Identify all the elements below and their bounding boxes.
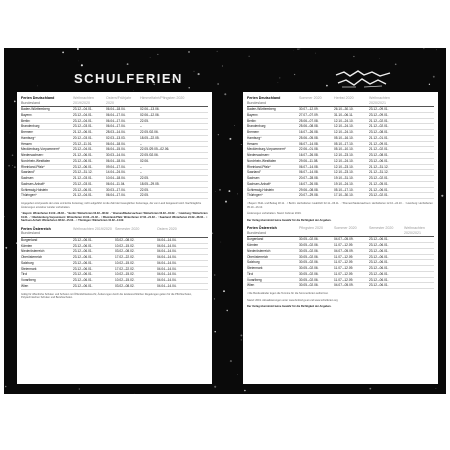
date-range: 12.10.–24.10. (334, 118, 354, 123)
date-range: 22.05./02.06. (140, 130, 159, 135)
date-range: 23.12.–31.12. (73, 170, 93, 175)
date-range: 21.12.–04.01. (73, 193, 93, 198)
date-range: 22.05. (140, 176, 149, 181)
date-range: 30.05.–02.06. (299, 277, 319, 282)
handwritten-logo (334, 68, 394, 90)
footnote: Der Verlag übernimmt keine Gewähr für die Richtigkeit der Angaben. (247, 218, 332, 222)
date-range: 11.07.–12.09. (334, 277, 354, 282)
state-name: Schleswig-Holstein (21, 187, 48, 192)
date-range: 23.12.–06.01. (369, 248, 389, 253)
date-range: 04.04.–14.04. (157, 237, 177, 242)
date-range: 10.02.–15.02. (115, 278, 135, 283)
date-range: 30.05.–02.06. (299, 260, 319, 265)
date-range: 04.04.–14.04. (157, 249, 177, 254)
date-range: 11.07.–12.09. (334, 271, 354, 276)
date-range: 12.10.–24.10. (334, 158, 354, 163)
date-range: 20.07.–28.08. (299, 176, 319, 181)
date-range: 16.07.–26.08. (299, 130, 319, 135)
date-range: 03.02.–08.02. (115, 249, 135, 254)
table-austria-summer-autumn (247, 226, 434, 289)
date-range: 10.02.–15.02. (115, 272, 135, 277)
date-range: 04.04.–14.04. (157, 278, 177, 283)
state-name: Rheinland-Pfalz⁶ (21, 164, 45, 169)
footnote: ¹ Die Bundesländer legen die Termine für die Sommerferien selbst fest. (247, 292, 329, 296)
date-range: 11.07.–12.09. (334, 260, 354, 265)
state-name: Burgenland (21, 237, 38, 242)
date-range: 16.07.–26.08. (299, 153, 319, 158)
state-name: Oberösterreich (247, 254, 269, 259)
date-range: 21.12.–31.12. (369, 170, 389, 175)
date-range: 23.12.–06.01. (73, 158, 93, 163)
column-header: Semester 2020 (115, 226, 140, 231)
column-header: Himmelfahrt/Pfingsten 2020 (140, 96, 185, 100)
state-name: Mecklenburg-Vorpommern⁵ (21, 147, 60, 152)
state-name: Bremen³ (247, 130, 260, 135)
state-name: Sachsen (21, 176, 34, 181)
state-name: Tirol (21, 272, 28, 277)
date-range: 06.07.–14.08. (299, 170, 319, 175)
footnote: ¹ Bayern: Buß- und Bettag 18.11. · ² Berlin: Herbstferien zusätzlich 02.11.–06.11. · ³ Bremen/Niedersachsen: Herbstferien 12.10.–24.10. · ⁴ Hamburg: Herbstferien 05.10.–16.10. (247, 202, 433, 209)
date-range: 23.12.–06.01. (73, 187, 93, 192)
date-range: 04.04.–14.04. (157, 272, 177, 277)
column-header-state: Bundesland (21, 231, 40, 236)
state-name: Niederösterreich (21, 249, 45, 254)
date-range: 12.10.–24.10. (334, 124, 354, 129)
date-range: 30.05.–02.06. (299, 254, 319, 259)
column-header-state: Bundesland (247, 230, 266, 235)
date-range: 12.10.–23.10. (334, 170, 354, 175)
date-range: 06.04.–18.04. (106, 107, 126, 112)
column-header: Weihnachten 2019/2020 (73, 226, 112, 231)
date-range: 23.12.–06.01. (369, 266, 389, 271)
date-range: – (140, 141, 142, 146)
table-germany-summer-autumn (247, 96, 434, 199)
table-header (21, 227, 208, 238)
state-name: Tirol (247, 271, 254, 276)
date-range: 23.12.–06.01. (369, 277, 389, 282)
date-range: 23.12.–06.01. (73, 260, 93, 265)
date-range: 22.05. (140, 118, 149, 123)
header-region (21, 96, 73, 105)
date-range: 23.12.–06.01. (369, 254, 389, 259)
date-range: 23.12.–03.01. (73, 181, 93, 186)
table-austria-winter-spring (21, 227, 208, 290)
date-range: 21.12.–02.01. (369, 147, 389, 152)
date-range: 04.04.–14.04. (157, 283, 177, 288)
date-range: 22.05./29.05.–02.06. (140, 147, 170, 152)
date-range: 06.07.–14.08. (299, 141, 319, 146)
state-name: Nordrhein-Westfalen (21, 158, 51, 163)
state-name: Berlin² (247, 118, 257, 123)
date-range: 06.04.–18.04. (106, 158, 126, 163)
date-range: 23.12.–06.01. (73, 266, 93, 271)
date-range: 23.12.–06.01. (369, 237, 389, 242)
date-range: 04.04.–14.04. (157, 255, 177, 260)
table-germany-winter-spring (21, 96, 208, 199)
date-range: 21.12.–05.01. (369, 181, 389, 186)
date-range: 23.12.–06.01. (369, 260, 389, 265)
state-name: Niedersachsen³ (21, 153, 44, 158)
date-range: 04.04.–14.04. (157, 266, 177, 271)
date-range: 05.10.–17.10. (334, 141, 354, 146)
date-range: 26.10.–30.10. (334, 107, 354, 112)
date-range: 04.04.–14.04. (157, 243, 177, 248)
date-range: 23.12.–08.01. (369, 153, 389, 158)
column-header: Weihnachten 2019/2020 (73, 96, 94, 105)
date-range: 30.05.–02.06. (299, 248, 319, 253)
date-range: 11.07.–12.09. (334, 243, 354, 248)
date-range: 06.04.–11.04. (106, 181, 126, 186)
date-range: 23.12.–06.01. (73, 283, 93, 288)
footnote: Stand: 2019. Aktualisierungen unter www.bmbwf.gv.at und www.schulferien.org (247, 298, 338, 302)
date-range: 23.12.–06.01. (73, 272, 93, 277)
state-name: Berlin² (21, 118, 31, 123)
date-range: 23.12.–06.01. (369, 283, 389, 288)
column-header: Sommer 2020 (334, 226, 357, 231)
date-range: 29.06.–11.08. (299, 158, 319, 163)
state-name: Oberösterreich (21, 255, 43, 260)
date-range: 25.06.–07.08. (299, 118, 319, 123)
date-range: 23.12.–02.01. (369, 176, 389, 181)
date-range: 30.05.–02.06. (299, 271, 319, 276)
date-range: 17.02.–22.02. (115, 255, 135, 260)
state-name: Bayern¹ (21, 112, 33, 117)
column-header: Weihnachten 2020/2021 (404, 226, 425, 235)
date-range: 11.07.–12.09. (334, 266, 354, 271)
date-range: 23.12.–06.01. (73, 278, 93, 283)
date-range: 21.12.–06.01. (73, 130, 93, 135)
header-region (247, 226, 299, 235)
date-range: 09.04.–17.04. (106, 164, 126, 169)
state-name: Kärnten (21, 243, 33, 248)
date-range: 06.04.–17.04. (106, 112, 126, 117)
date-range: – (140, 124, 142, 129)
state-name: Vorarlberg (21, 278, 36, 283)
date-range: 29.06.–08.08. (299, 187, 319, 192)
state-name: Steiermark (21, 266, 37, 271)
footnote: ¹ Bayern: Winterferien 24.02.–28.02. · ² Berlin: Winterferien 03.02.–08.02. · ³ Bremen/Niedersachsen: Winterferien 03.02.–04.02. · ⁴ Hamburg: Winterferien 31.01. · ⁵ Mecklenburg-Vorpommern: Winterferien 10.02.–21.02. · ⁶ Rheinland-Pfalz: Winterferien 17.02.–21.02. · ⁷ Saarland: Winterferien 24.02.–28.02. · ⁸ Sachsen-Anhalt: Winterferien 08.02.–15.02. · ⁹ Thüringen: Winterferien 10.02.–14.02. (21, 212, 208, 223)
austria-footnote: Gültig für öffentliche Schulen und Schulen mit Öffentlichkeitsrecht; Änderungen durch die landesrechtlichen Regelungen gelten für die Pflichtschulen, Polytechnischen Schulen und Berufsschulen. (21, 292, 192, 300)
date-range: 23.12.–06.01. (369, 271, 389, 276)
date-range: 18.05.–29.05. (140, 181, 160, 186)
date-range: 23.12.–04.01. (73, 107, 93, 112)
footnote: Angegeben sind jeweils der erste und letzte Ferientag; nicht aufgeführt ist die Zahl der beweglichen Ferientage, die vom Land festgesetzt wird. Nachträgliche Änderungen einzelner Länder vorbehalten. (21, 202, 202, 209)
date-range: 05.10.–17.10. (334, 187, 354, 192)
state-name: Sachsen (247, 176, 260, 181)
date-range: 03.02.–08.02. (115, 283, 135, 288)
region-label: Ferien Deutschland (21, 96, 55, 100)
date-range: 23.12.–06.01. (73, 243, 93, 248)
table-row (21, 193, 208, 199)
state-name: Salzburg (247, 260, 260, 265)
date-range: 06.04.–17.04. (106, 118, 126, 123)
date-range: 22.05. (140, 187, 149, 192)
header-region (21, 227, 73, 236)
date-range: 21.12.–02.01. (369, 118, 389, 123)
state-name: Bremen³ (21, 130, 34, 135)
date-range: 23.12.–09.01. (369, 107, 389, 112)
date-range: 06.04.–17.04. (106, 124, 126, 129)
date-range: 06.04.–15.04. (106, 147, 126, 152)
table-header (21, 96, 208, 107)
date-range: 04.07.–05.09. (334, 237, 354, 242)
date-range: 05.10.–10.10. (334, 147, 354, 152)
date-range: 10.02.–15.02. (115, 260, 135, 265)
date-range: 28.03.–14.04. (106, 130, 126, 135)
footnote: Der Verlag übernimmt keine Gewähr für die Richtigkeit der Angaben. (247, 305, 332, 309)
date-range: 25.06.–05.08. (299, 135, 319, 140)
region-label: Ferien Österreich (247, 226, 277, 231)
date-range: 20.07.–29.08. (299, 193, 319, 198)
date-range: 31.10.–06.11. (334, 112, 354, 117)
left-page (17, 92, 212, 384)
date-range: 10.02.–15.02. (115, 243, 135, 248)
date-range: 30.05.–02.06. (299, 237, 319, 242)
region-label: Ferien Deutschland (247, 96, 281, 100)
date-range: 16.07.–26.08. (299, 181, 319, 186)
date-range: 02.03.–13.03. (106, 135, 126, 140)
column-header-state: Bundesland (21, 100, 40, 105)
state-name: Nordrhein-Westfalen (247, 158, 277, 163)
date-range: 12.10.–23.10. (334, 153, 354, 158)
state-name: Sachsen-Anhalt⁸ (247, 181, 271, 186)
state-name: Hessen (21, 141, 32, 146)
date-range: 23.12.–03.01. (73, 124, 93, 129)
state-name: Kärnten (247, 243, 259, 248)
column-header-state: Bundesland (247, 100, 266, 105)
table-header (247, 226, 434, 237)
date-range: 23.12.–11.01. (73, 141, 93, 146)
date-range: 23.12.–06.01. (73, 237, 93, 242)
date-range: 06.07.–14.08. (299, 164, 319, 169)
date-range: 20.12.–03.01. (73, 135, 93, 140)
date-range: 21.12.–06.01. (369, 187, 389, 192)
date-range: 04.07.–05.09. (334, 248, 354, 253)
state-name: Schleswig-Holstein (247, 187, 274, 192)
state-name: Wien (21, 283, 29, 288)
state-name: Vorarlberg (247, 277, 262, 282)
state-name: Burgenland (247, 237, 264, 242)
date-range: 21.12.–06.01. (73, 153, 93, 158)
date-range: 10.04.–18.04. (106, 176, 126, 181)
date-range: 25.06.–08.08. (299, 124, 319, 129)
date-range: 23.12.–04.01. (73, 147, 93, 152)
date-range: 21.12.–09.01. (369, 141, 389, 146)
date-range: 23.12.–02.01. (369, 193, 389, 198)
column-header: Weihnachten 2020/2021 (369, 96, 390, 105)
state-name: Sachsen-Anhalt⁸ (21, 181, 45, 186)
table-header (247, 96, 434, 107)
column-header: Ostern/Frühjahr 2020 (106, 96, 132, 105)
date-range: 11.07.–12.09. (334, 254, 354, 259)
date-range: 02.06. (140, 158, 149, 163)
date-range: 21.12.–01.01. (369, 135, 389, 140)
date-range: 18.05.–22.05. (140, 135, 160, 140)
table-row (247, 193, 434, 199)
date-range: 22.05. (140, 193, 149, 198)
column-header: Semester 2020 (369, 226, 394, 231)
date-range: 30.05.–02.06. (299, 266, 319, 271)
column-header: Herbst 2020 (334, 96, 354, 100)
state-name: Thüringen⁹ (21, 193, 37, 198)
date-range: 23.12.–08.01. (369, 130, 389, 135)
state-name: Mecklenburg-Vorpommern⁵ (247, 147, 286, 152)
date-range: 21.12.–02.01. (369, 124, 389, 129)
state-name: Baden-Württemberg (21, 107, 50, 112)
date-range: 22.05./02.06. (140, 153, 159, 158)
state-name: Hamburg⁴ (247, 135, 262, 140)
state-name: Salzburg (21, 260, 34, 265)
date-range: 19.10.–31.10. (334, 176, 354, 181)
state-name: Saarland⁷ (247, 170, 261, 175)
date-range: 06.04.–18.04. (106, 141, 126, 146)
state-name: Wien (247, 283, 255, 288)
date-range: 30.03.–14.04. (106, 153, 126, 158)
column-header: Ostern 2020 (157, 226, 177, 231)
date-range: 23.12.–06.01. (369, 158, 389, 163)
date-range: 04.04.–14.04. (157, 260, 177, 265)
date-range: 30.03.–17.04. (106, 187, 126, 192)
date-range: 23.12.–06.01. (73, 164, 93, 169)
date-range: 23.12.–06.01. (73, 249, 93, 254)
date-range: 23.12.–04.01. (73, 112, 93, 117)
date-range: 05.10.–16.10. (334, 135, 354, 140)
date-range: 23.12.–04.01. (73, 118, 93, 123)
date-range: 02.06.–13.06. (140, 107, 160, 112)
date-range: 17.02.–22.02. (115, 266, 135, 271)
calendar-spread (4, 48, 446, 394)
date-range: 19.10.–24.10. (334, 181, 354, 186)
date-range: 27.07.–07.09. (299, 112, 319, 117)
table-row (247, 283, 434, 289)
state-name: Brandenburg (21, 124, 40, 129)
column-header: Pfingsten 2020 (299, 226, 323, 231)
date-range: 23.12.–06.01. (369, 243, 389, 248)
state-name: Niederösterreich (247, 248, 271, 253)
table-row (21, 284, 208, 290)
date-range: 03.02.–08.02. (115, 237, 135, 242)
state-name: Saarland⁷ (21, 170, 35, 175)
date-range: 12.10.–24.10. (334, 130, 354, 135)
date-range: 12.10.–23.10. (334, 164, 354, 169)
date-range: 14.04.–24.04. (106, 170, 126, 175)
header-region (247, 96, 299, 105)
state-name: Thüringen⁹ (247, 193, 263, 198)
date-range: 23.12.–09.01. (369, 112, 389, 117)
state-name: Hessen (247, 141, 258, 146)
state-name: Baden-Württemberg (247, 107, 276, 112)
state-name: Hamburg⁴ (21, 135, 36, 140)
state-name: Rheinland-Pfalz⁶ (247, 164, 271, 169)
date-range: – (140, 170, 142, 175)
region-label: Ferien Österreich (21, 226, 51, 231)
state-name: Bayern¹ (247, 112, 259, 117)
date-range: 02.06.–12.06. (140, 112, 160, 117)
date-range: 30.07.–12.09. (299, 107, 319, 112)
date-range: 23.12.–06.01. (73, 255, 93, 260)
right-page (243, 92, 438, 384)
state-name: Brandenburg (247, 124, 266, 129)
date-range: 21.12.–03.01. (73, 176, 93, 181)
date-range: 22.06.–01.08. (299, 147, 319, 152)
date-range: 17.10.–30.10. (334, 193, 354, 198)
date-range: 21.12.–31.12. (369, 164, 389, 169)
date-range: – (140, 164, 142, 169)
date-range: 30.05.–02.06. (299, 283, 319, 288)
column-header: Sommer 2020 (299, 96, 322, 100)
date-range: 30.05.–02.06. (299, 243, 319, 248)
state-name: Niedersachsen³ (247, 153, 270, 158)
date-range: 04.07.–05.09. (334, 283, 354, 288)
date-range: 06.04.–17.04. (106, 193, 126, 198)
page-title: SCHULFERIEN (74, 71, 183, 86)
footnote: Änderungen vorbehalten. Stand: Februar 2019. (247, 212, 302, 216)
state-name: Steiermark (247, 266, 263, 271)
